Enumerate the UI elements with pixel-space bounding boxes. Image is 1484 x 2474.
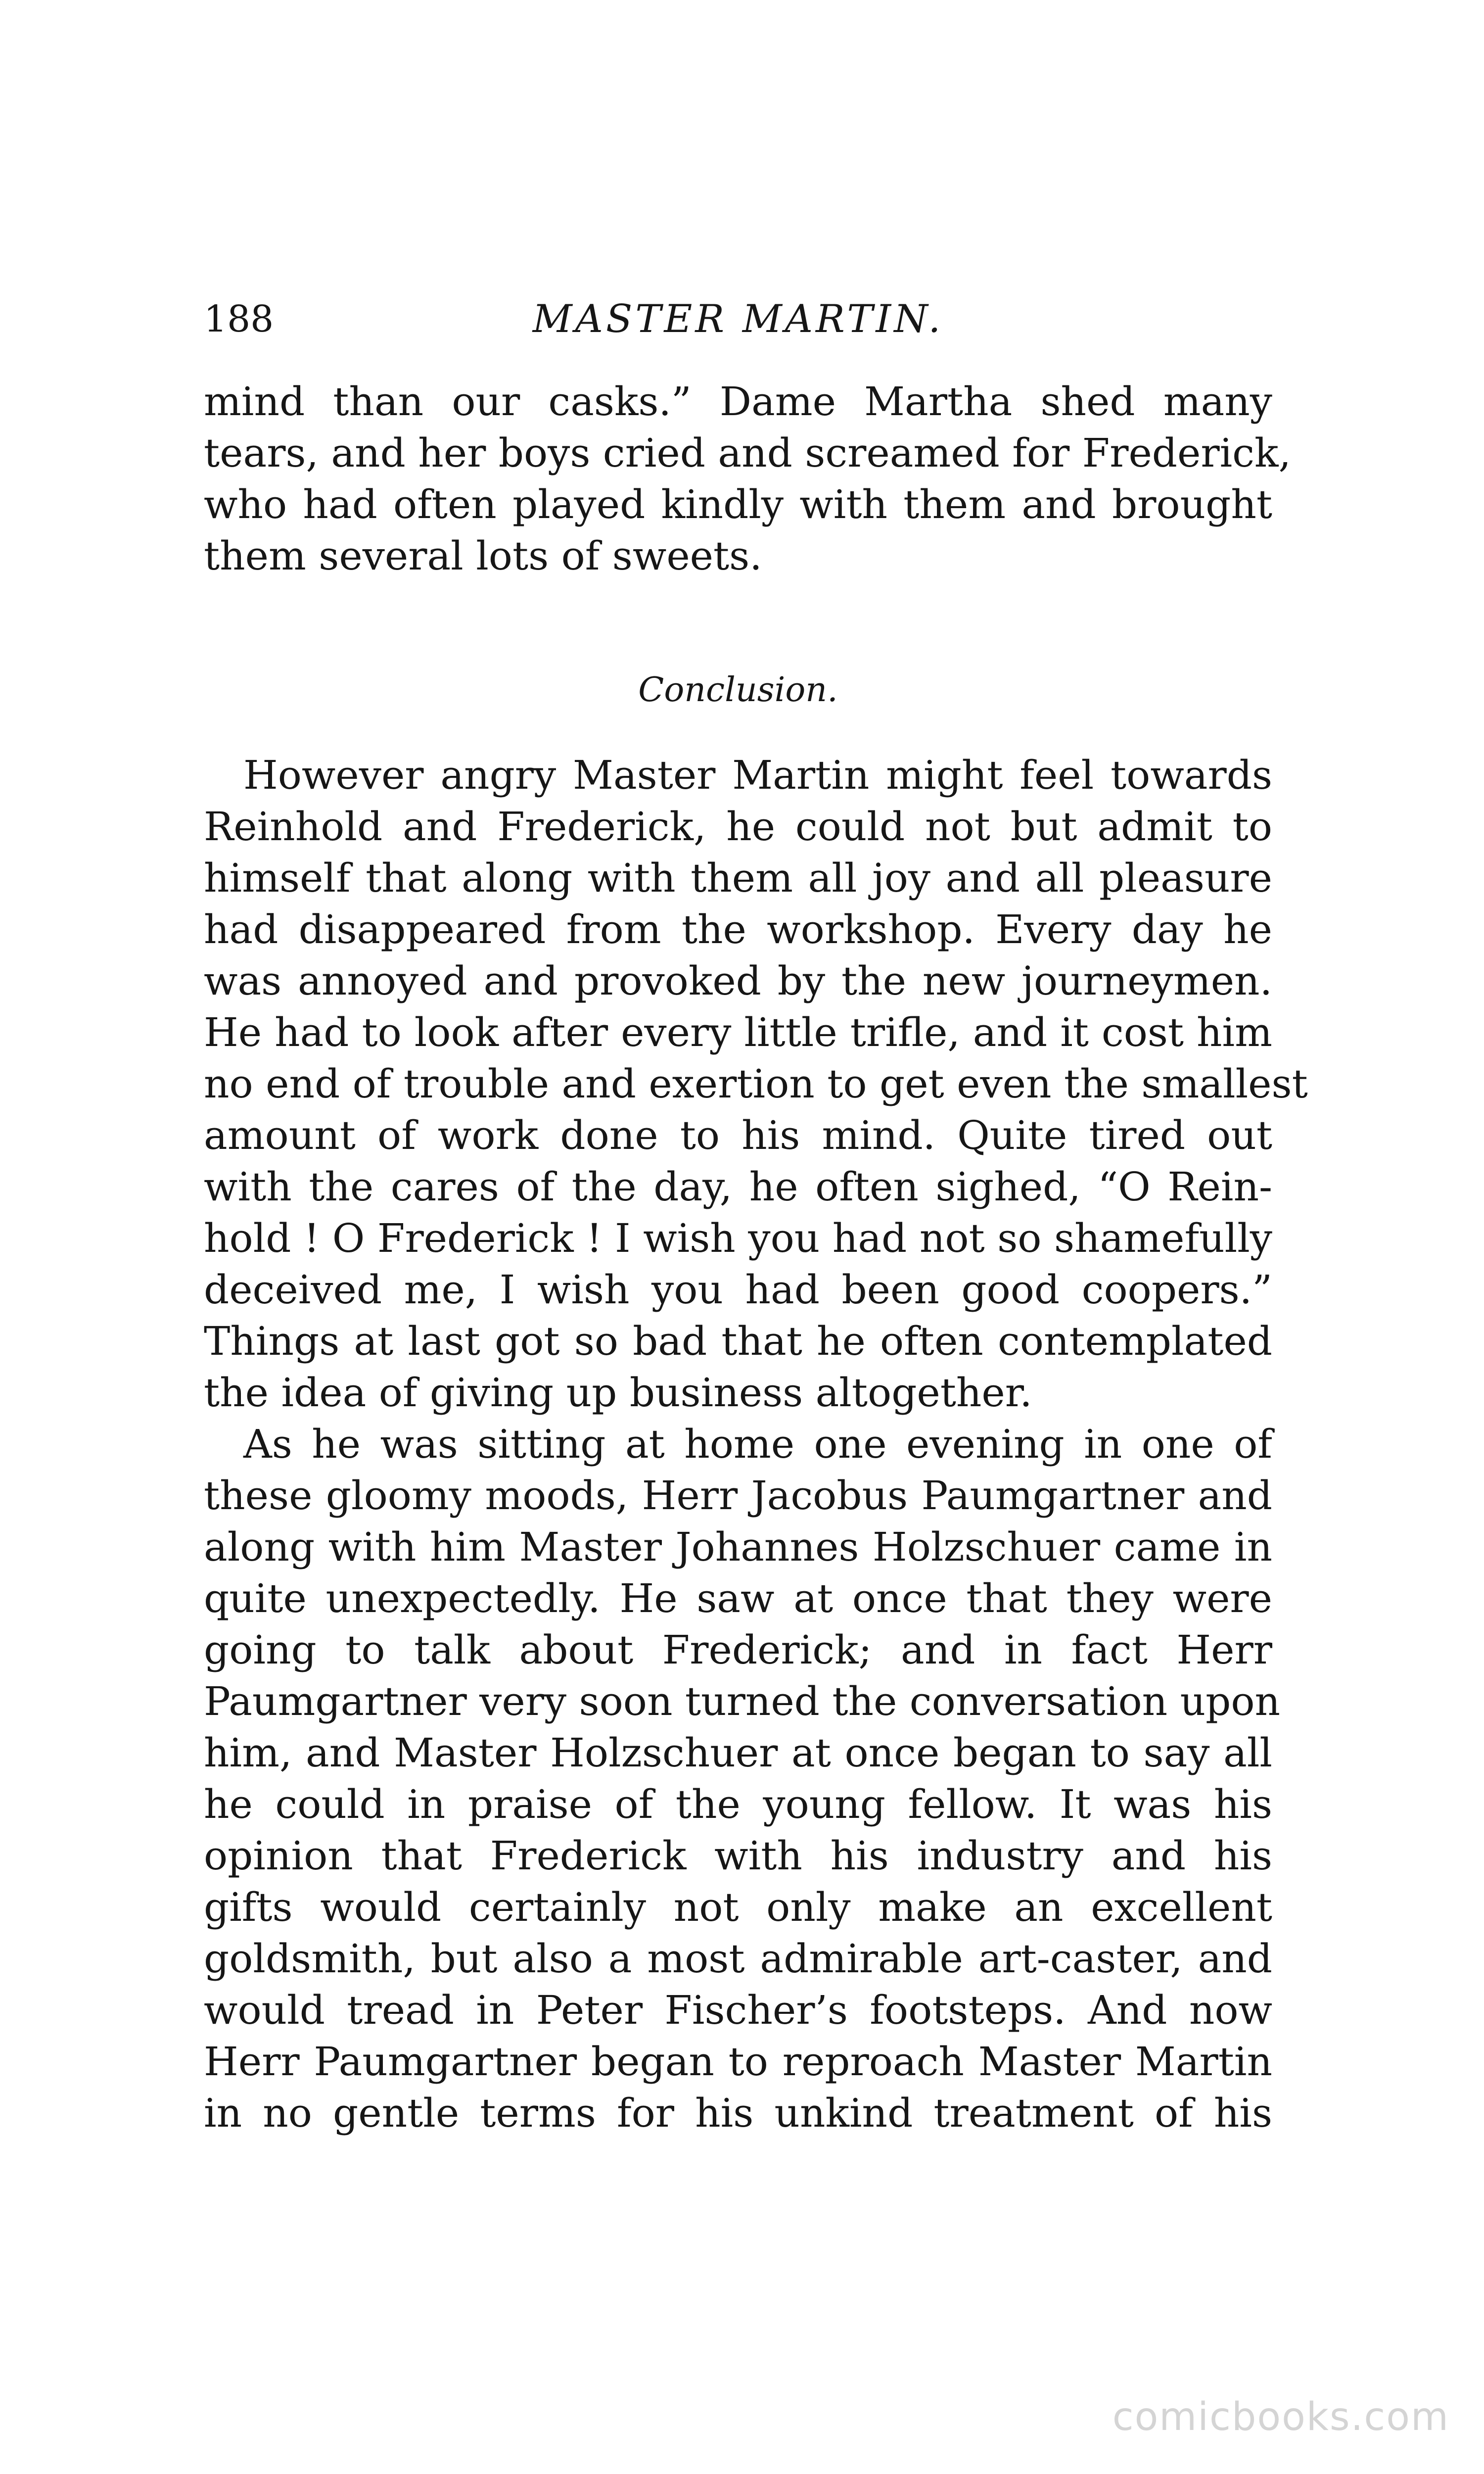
paragraph-conclusion-1 (204, 750, 1308, 1419)
text-line: the idea of giving up business altogether. (204, 1370, 1032, 1416)
text-line: himself that along with them all joy and all pleasure (204, 855, 1272, 901)
text-line: quite unexpectedly. He saw at once that they were (204, 1575, 1272, 1621)
text-line: Reinhold and Frederick, he could not but admit to (204, 804, 1272, 850)
text-line: However angry Master Martin might feel towards (243, 752, 1272, 798)
page-header (204, 292, 1272, 346)
text-line: had disappeared from the workshop. Every day he (204, 906, 1272, 952)
text-line: he could in praise of the young fellow. It was his (204, 1781, 1272, 1827)
text-line: goldsmith, but also a most admirable art-caster, and (204, 1936, 1272, 1982)
text-line: in no gentle terms for his unkind treatment of his (204, 2090, 1272, 2136)
text-line: tears, and her boys cried and screamed for Frederick, (204, 430, 1291, 476)
section-heading: Conclusion. (638, 670, 838, 710)
text-line: amount of work done to his mind. Quite tired out (204, 1112, 1272, 1158)
page-number: 188 (204, 298, 274, 340)
text-line: hold ! O Frederick ! I wish you had not so shamefully (204, 1215, 1272, 1261)
text-line: Paumgartner very soon turned the conversation upon (204, 1678, 1281, 1724)
text-line: would tread in Peter Fischer’s footsteps. And now (204, 1987, 1272, 2033)
text-line: was annoyed and provoked by the new journeymen. (204, 958, 1272, 1004)
text-line: who had often played kindly with them and brought (204, 481, 1272, 527)
text-line: He had to look after every little trifle, and it cost him (204, 1009, 1272, 1055)
text-line: mind than our casks.” Dame Martha shed many (204, 379, 1272, 425)
text-line: gifts would certainly not only make an excellent (204, 1884, 1272, 1930)
text-line: him, and Master Holzschuer at once began to say all (204, 1730, 1272, 1776)
text-line: deceived me, I wish you had been good coopers.” (204, 1267, 1272, 1313)
text-line: As he was sitting at home one evening in one of (243, 1421, 1272, 1467)
text-line: opinion that Frederick with his industry and his (204, 1833, 1272, 1879)
text-line: with the cares of the day, he often sighed, “O Rein- (204, 1164, 1272, 1210)
text-line: these gloomy moods, Herr Jacobus Paumgartner and (204, 1473, 1272, 1519)
text-line: them several lots of sweets. (204, 533, 762, 579)
text-line: Things at last got so bad that he often contemplated (204, 1318, 1272, 1364)
text-line: going to talk about Frederick; and in fact Herr (204, 1627, 1272, 1673)
text-line: no end of trouble and exertion to get even the smallest (204, 1061, 1308, 1107)
text-line: Herr Paumgartner began to reproach Master Martin (204, 2039, 1272, 2085)
paragraph-conclusion-2 (204, 1419, 1281, 2139)
opening-text (204, 376, 1291, 582)
running-title: MASTER MARTIN. (532, 297, 944, 341)
text-line: along with him Master Johannes Holzschuer came in (204, 1524, 1272, 1570)
watermark: comicbooks.com (1112, 2395, 1449, 2439)
